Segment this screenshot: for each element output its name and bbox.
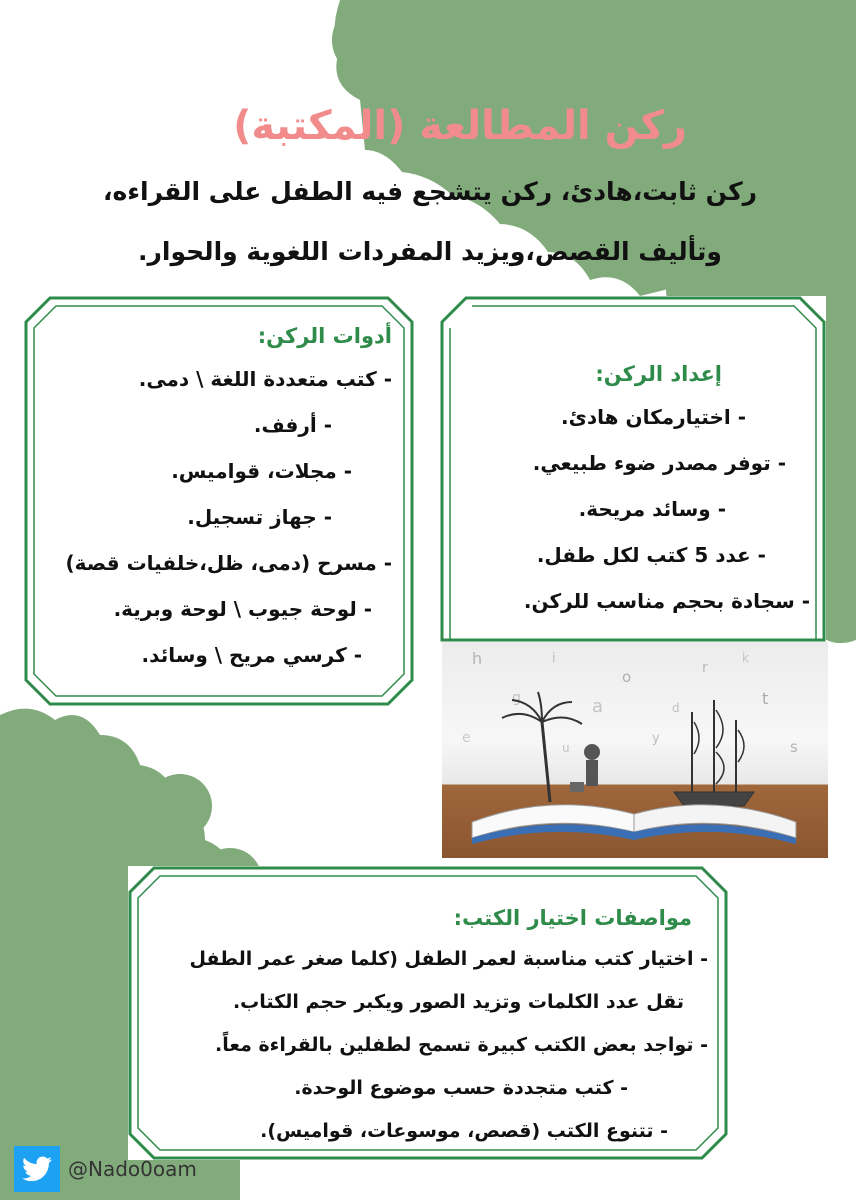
floating-letter: y	[652, 731, 660, 746]
tools-card-content	[34, 316, 392, 678]
setup-item: - سجادة بحجم مناسب للركن.	[523, 589, 810, 613]
open-book-illustration	[442, 642, 828, 858]
books-card-content	[142, 898, 708, 1153]
floating-letter: e	[462, 730, 471, 746]
setup-item: - وسائد مريحة.	[578, 497, 726, 521]
floating-letter: i	[552, 651, 556, 666]
floating-letter: t	[762, 689, 769, 708]
floating-letter: g	[512, 690, 521, 706]
books-item: - تتنوع الكتب (قصص، موسوعات، قواميس).	[260, 1120, 668, 1142]
sailing-ship-drawing	[674, 700, 754, 806]
setup-heading: إعداد الركن:	[595, 362, 722, 386]
page-title: ركن المطالعة (المكتبة)	[233, 103, 687, 149]
floating-letter: o	[622, 668, 632, 686]
intro-paragraph	[60, 162, 800, 282]
books-heading: مواصفات اختيار الكتب:	[453, 906, 692, 930]
intro-line-1: ركن ثابت،هادئ، ركن يتشجع فيه الطفل على القراءه،	[102, 177, 758, 206]
setup-item: - عدد 5 كتب لكل طفل.	[536, 543, 766, 567]
books-item: - تواجد بعض الكتب كبيرة تسمح لطفلين بالقراءة معاً.	[215, 1034, 708, 1056]
open-book-drawing	[472, 805, 796, 844]
tools-item: - مجلات، قواميس.	[171, 459, 352, 483]
setup-item: - توفر مصدر ضوء طبيعي.	[532, 451, 786, 475]
floating-letter: k	[742, 651, 749, 665]
setup-card	[440, 296, 826, 642]
tools-heading: أدوات الركن:	[257, 324, 392, 348]
footer-credit	[14, 1146, 197, 1192]
books-item: - اختيار كتب مناسبة لعمر الطفل (كلما صغر عمر الطفل	[189, 948, 708, 970]
setup-card-content	[450, 354, 810, 624]
twitter-bird-icon	[14, 1146, 60, 1192]
tools-item: - كرسي مريح \ وسائد.	[141, 643, 362, 667]
tools-item: - جهاز تسجيل.	[187, 505, 332, 529]
book-scene-image	[442, 642, 828, 858]
floating-letter: s	[790, 738, 798, 756]
books-card	[128, 866, 728, 1160]
books-item: - كتب متجددة حسب موضوع الوحدة.	[294, 1077, 628, 1099]
tools-item: - أرفف.	[253, 413, 332, 437]
floating-letter: a	[592, 696, 604, 717]
tools-card	[24, 296, 414, 706]
floating-letter: d	[672, 701, 680, 715]
floating-letter: u	[562, 741, 570, 755]
tools-item: - مسرح (دمى، ظل،خلفيات قصة)	[65, 551, 392, 575]
books-item: تقل عدد الكلمات وتزيد الصور ويكبر حجم الكتاب.	[232, 991, 684, 1013]
tools-item: - لوحة جيوب \ لوحة وبرية.	[113, 597, 372, 621]
floating-letter: h	[472, 649, 483, 668]
floating-letter: r	[702, 660, 708, 676]
intro-line-2: وتأليف القصص،ويزيد المفردات اللغوية والحوار.	[138, 237, 722, 266]
pirate-figure-drawing	[570, 744, 600, 792]
setup-item: - اختيارمكان هادئ.	[560, 405, 746, 429]
tools-item: - كتب متعددة اللغة \ دمى.	[138, 367, 392, 391]
twitter-handle: @Nado0oam	[68, 1157, 197, 1181]
